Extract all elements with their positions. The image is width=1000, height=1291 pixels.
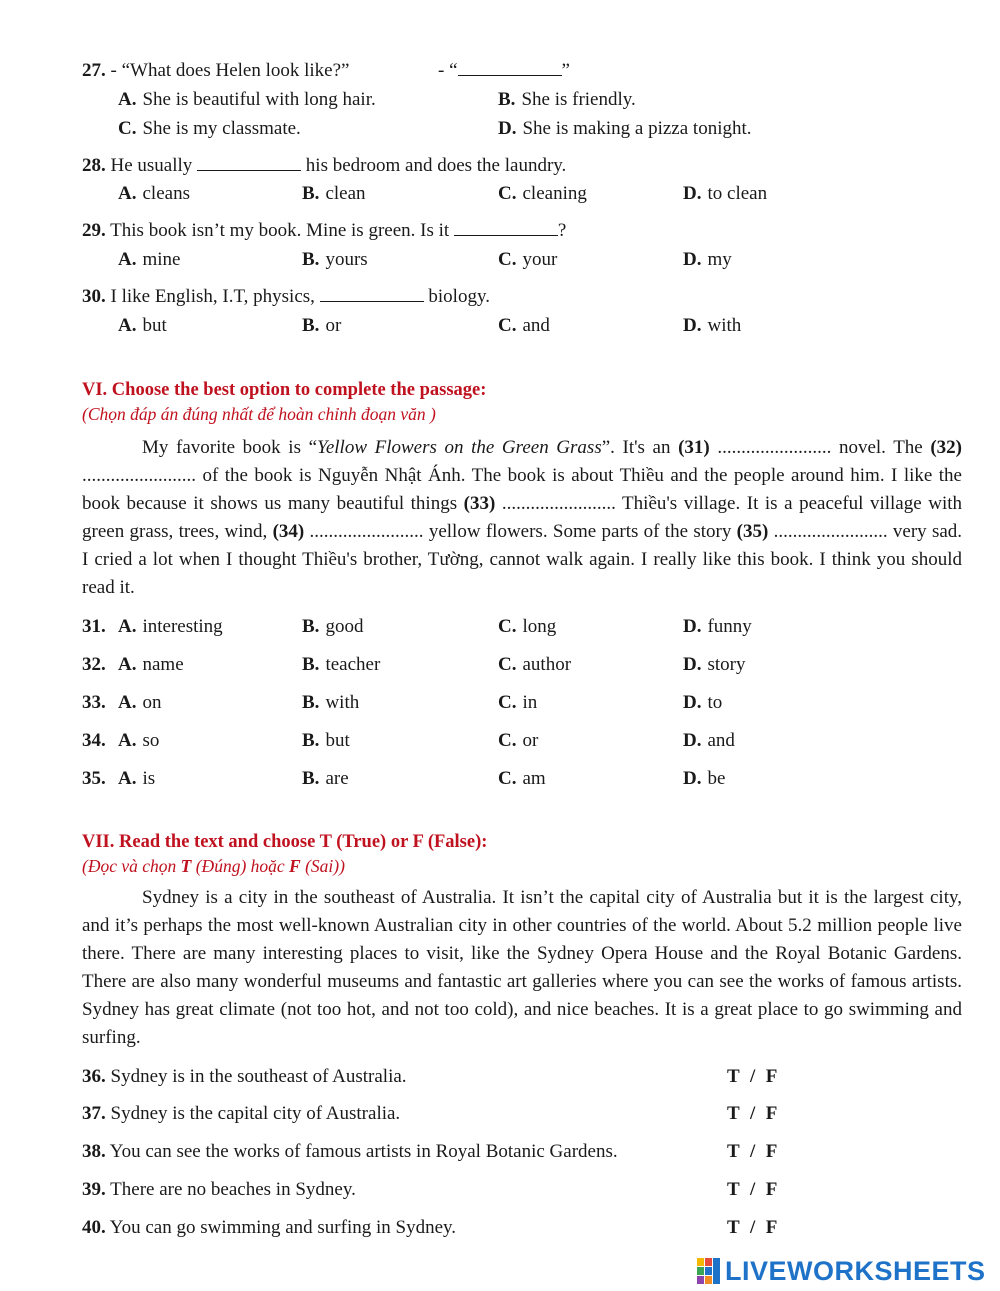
question-text-after: biology. bbox=[428, 286, 490, 307]
true-option[interactable]: T bbox=[727, 1141, 740, 1162]
blank-33[interactable]: ........................ bbox=[501, 493, 616, 514]
option-letter: A. bbox=[118, 315, 137, 336]
answer-blank[interactable] bbox=[458, 61, 562, 76]
option-letter: A. bbox=[118, 183, 137, 204]
tf-item-37 bbox=[82, 1103, 400, 1125]
option-letter: B. bbox=[302, 315, 320, 336]
passage-text: My favorite book is “ bbox=[142, 437, 318, 458]
option-letter: A. bbox=[118, 768, 137, 789]
option-text: funny bbox=[707, 616, 752, 637]
option-letter: B. bbox=[302, 183, 320, 204]
option-29-c[interactable] bbox=[498, 249, 557, 271]
blank-label-32: (32) bbox=[930, 437, 962, 458]
question-number: 30. bbox=[82, 286, 106, 307]
question-number: 39. bbox=[82, 1179, 106, 1200]
option-letter: B. bbox=[302, 692, 320, 713]
blank-35[interactable]: ........................ bbox=[773, 521, 888, 542]
false-option[interactable]: F bbox=[765, 1141, 778, 1162]
passage-text: yellow flowers. Some parts of the story bbox=[423, 521, 737, 542]
option-letter: A. bbox=[118, 692, 137, 713]
separator: / bbox=[750, 1066, 756, 1087]
separator: / bbox=[750, 1179, 756, 1200]
subtitle-text: (Đúng) hoặc bbox=[191, 856, 290, 876]
question-number: 31. bbox=[82, 616, 106, 637]
statement-text: There are no beaches in Sydney. bbox=[110, 1179, 356, 1200]
option-letter: A. bbox=[118, 654, 137, 675]
option-35-a[interactable] bbox=[118, 768, 155, 790]
tf-choice-40 bbox=[727, 1217, 777, 1239]
option-29-b[interactable] bbox=[302, 249, 368, 271]
question-number: 38. bbox=[82, 1141, 106, 1162]
option-letter: C. bbox=[498, 692, 517, 713]
option-text: long bbox=[522, 616, 557, 637]
true-option[interactable]: T bbox=[727, 1103, 740, 1124]
option-31-d[interactable] bbox=[683, 616, 752, 638]
blank-label-31: (31) bbox=[678, 437, 710, 458]
option-text: She is making a pizza tonight. bbox=[522, 118, 752, 139]
passage-text: Thiều's village. It is a peaceful village with green grass, trees, wind, bbox=[82, 493, 963, 542]
option-text: my bbox=[707, 249, 732, 270]
tf-choice-37 bbox=[727, 1103, 777, 1125]
option-text: in bbox=[522, 692, 538, 713]
option-33-a[interactable] bbox=[118, 692, 161, 714]
option-text: mine bbox=[142, 249, 181, 270]
question-number: 37. bbox=[82, 1103, 106, 1124]
question-number: 36. bbox=[82, 1066, 106, 1087]
option-text: story bbox=[707, 654, 746, 675]
option-letter: C. bbox=[498, 616, 517, 637]
liveworksheets-logo bbox=[697, 1255, 986, 1287]
passage-text: Sydney is a city in the southeast of Australia. It isn’t the capital city of Australia but it is the largest city, and it’s perhaps the most well-known Australian city in other countries of the world. About 5.2 million people live there. There are many interesting places to visit, like the Sydney Opera House and the Royal Botanic Gardens. There are also many wonderful museums and fantastic art galleries where you can see the works of famous artists. Sydney has great climate (not too hot, and not too cold), and nice beaches. It is a great place to go swimming and surfing. bbox=[82, 887, 962, 1048]
option-text: with bbox=[325, 692, 360, 713]
question-33 bbox=[82, 692, 106, 714]
option-letter: D. bbox=[683, 315, 702, 336]
subtitle-text: (Đọc và chọn bbox=[82, 856, 181, 876]
brand-name: LIVEWORKSHEETS bbox=[725, 1255, 986, 1286]
question-29 bbox=[82, 220, 566, 242]
option-34-d[interactable] bbox=[683, 730, 735, 752]
true-option[interactable]: T bbox=[727, 1217, 740, 1238]
option-32-d[interactable] bbox=[683, 654, 745, 676]
option-text: author bbox=[522, 654, 572, 675]
tf-item-40 bbox=[82, 1217, 456, 1239]
option-letter: D. bbox=[498, 118, 517, 139]
option-letter: B. bbox=[302, 616, 320, 637]
option-letter: D. bbox=[683, 249, 702, 270]
subtitle-false-letter: F bbox=[289, 856, 301, 876]
tf-item-39 bbox=[82, 1179, 356, 1201]
section-6-title: VI. Choose the best option to complete the passage: bbox=[82, 380, 487, 400]
question-text-before: I like English, I.T, physics, bbox=[110, 286, 315, 307]
option-text: interesting bbox=[142, 616, 223, 637]
option-28-c[interactable] bbox=[498, 183, 587, 205]
option-35-c[interactable] bbox=[498, 768, 546, 790]
option-28-d[interactable] bbox=[683, 183, 767, 205]
question-number: 40. bbox=[82, 1217, 106, 1238]
subtitle-text: (Sai)) bbox=[300, 856, 345, 876]
option-32-a[interactable] bbox=[118, 654, 184, 676]
blank-label-33: (33) bbox=[463, 493, 496, 514]
option-text: to clean bbox=[707, 183, 768, 204]
option-text: She is my classmate. bbox=[142, 118, 301, 139]
separator: / bbox=[750, 1141, 756, 1162]
separator: / bbox=[750, 1103, 756, 1124]
question-30 bbox=[82, 286, 490, 308]
question-number: 34. bbox=[82, 730, 106, 751]
answer-blank[interactable] bbox=[454, 221, 558, 236]
false-option[interactable]: F bbox=[765, 1217, 778, 1238]
option-letter: B. bbox=[302, 768, 320, 789]
option-text: your bbox=[522, 249, 558, 270]
option-text: to bbox=[707, 692, 723, 713]
option-28-b[interactable] bbox=[302, 183, 366, 205]
statement-text: You can see the works of famous artists in Royal Botanic Gardens. bbox=[109, 1141, 618, 1162]
answer-blank[interactable] bbox=[197, 156, 301, 171]
answer-open-quote: - “ bbox=[438, 60, 458, 81]
option-letter: D. bbox=[683, 768, 702, 789]
option-text: clean bbox=[325, 183, 366, 204]
separator: / bbox=[750, 1217, 756, 1238]
option-text: good bbox=[325, 616, 364, 637]
false-option[interactable]: F bbox=[765, 1103, 778, 1124]
question-text-before: This book isn’t my book. Mine is green. Is it bbox=[110, 220, 450, 241]
option-34-a[interactable] bbox=[118, 730, 159, 752]
blank-label-35: (35) bbox=[736, 521, 769, 542]
option-letter: B. bbox=[302, 730, 320, 751]
statement-text: Sydney is the capital city of Australia. bbox=[110, 1103, 401, 1124]
option-letter: A. bbox=[118, 249, 137, 270]
true-option[interactable]: T bbox=[727, 1179, 740, 1200]
passage-text: ”. It's an bbox=[601, 437, 679, 458]
option-letter: D. bbox=[683, 183, 702, 204]
false-option[interactable]: F bbox=[765, 1179, 778, 1200]
blank-label-34: (34) bbox=[272, 521, 305, 542]
option-text: name bbox=[142, 654, 184, 675]
option-29-d[interactable] bbox=[683, 249, 732, 271]
liveworksheets-logo-icon bbox=[697, 1258, 721, 1284]
answer-close-quote: ” bbox=[561, 60, 570, 81]
question-27-answer bbox=[438, 60, 570, 82]
option-text: is bbox=[142, 768, 156, 789]
option-28-a[interactable] bbox=[118, 183, 190, 205]
option-letter: B. bbox=[302, 654, 320, 675]
option-letter: A. bbox=[118, 616, 137, 637]
option-text: but bbox=[325, 730, 350, 751]
option-letter: A. bbox=[118, 730, 137, 751]
question-prompt: - “What does Helen look like?” bbox=[110, 60, 350, 81]
statement-text: You can go swimming and surfing in Sydney. bbox=[109, 1217, 457, 1238]
option-30-b[interactable] bbox=[302, 315, 341, 337]
option-text: or bbox=[325, 315, 342, 336]
option-letter: D. bbox=[683, 692, 702, 713]
option-32-c[interactable] bbox=[498, 654, 571, 676]
option-33-d[interactable] bbox=[683, 692, 722, 714]
passage-text: of the book is Nguyễn Nhật Ánh. The book is about Thiều and the people around him. I like the book because it shows us many beautiful things bbox=[82, 465, 962, 514]
option-text: yours bbox=[325, 249, 368, 270]
option-text: am bbox=[522, 768, 546, 789]
true-option[interactable]: T bbox=[727, 1066, 740, 1087]
option-33-b[interactable] bbox=[302, 692, 359, 714]
option-27-a[interactable] bbox=[118, 89, 376, 111]
option-31-c[interactable] bbox=[498, 616, 556, 638]
option-text: with bbox=[707, 315, 742, 336]
statement-text: Sydney is in the southeast of Australia. bbox=[110, 1066, 407, 1087]
option-33-c[interactable] bbox=[498, 692, 537, 714]
passage-text: very sad. I cried a lot when I thought Thiều's brother, Tường, cannot walk again. I really like this book. I think you should read it. bbox=[82, 521, 963, 598]
option-text: She is beautiful with long hair. bbox=[142, 89, 376, 110]
passage-text: novel. The bbox=[831, 437, 931, 458]
tf-choice-39 bbox=[727, 1179, 777, 1201]
blank-34[interactable]: ........................ bbox=[309, 521, 424, 542]
option-27-d[interactable] bbox=[498, 118, 752, 140]
option-30-c[interactable] bbox=[498, 315, 550, 337]
option-34-b[interactable] bbox=[302, 730, 350, 752]
option-text: but bbox=[142, 315, 167, 336]
book-title: Yellow Flowers on the Green Grass bbox=[317, 437, 602, 458]
question-number: 32. bbox=[82, 654, 106, 675]
option-letter: C. bbox=[498, 315, 517, 336]
option-text: on bbox=[142, 692, 162, 713]
question-number: 28. bbox=[82, 155, 106, 176]
blank-32[interactable]: ........................ bbox=[82, 465, 196, 486]
question-31 bbox=[82, 616, 106, 638]
option-letter: C. bbox=[498, 654, 517, 675]
question-text-after: ? bbox=[557, 220, 567, 241]
option-31-a[interactable] bbox=[118, 616, 223, 638]
option-35-b[interactable] bbox=[302, 768, 349, 790]
section-6-passage bbox=[82, 434, 962, 602]
question-number: 35. bbox=[82, 768, 106, 789]
option-text: so bbox=[142, 730, 160, 751]
question-text-before: He usually bbox=[110, 155, 193, 176]
option-31-b[interactable] bbox=[302, 616, 363, 638]
option-letter: D. bbox=[683, 654, 702, 675]
option-letter: C. bbox=[498, 249, 517, 270]
option-text: and bbox=[707, 730, 735, 751]
option-letter: D. bbox=[683, 730, 702, 751]
tf-item-38 bbox=[82, 1141, 618, 1163]
question-number: 27. bbox=[82, 60, 106, 81]
option-text: and bbox=[522, 315, 550, 336]
question-number: 33. bbox=[82, 692, 106, 713]
tf-item-36 bbox=[82, 1066, 407, 1088]
section-7-title: VII. Read the text and choose T (True) or F (False): bbox=[82, 832, 488, 852]
option-27-b[interactable] bbox=[498, 89, 636, 111]
question-27 bbox=[82, 60, 349, 82]
subtitle-true-letter: T bbox=[180, 856, 192, 876]
false-option[interactable]: F bbox=[765, 1066, 778, 1087]
option-letter: D. bbox=[683, 616, 702, 637]
option-letter: B. bbox=[302, 249, 320, 270]
option-letter: C. bbox=[498, 768, 517, 789]
section-7-subtitle bbox=[82, 856, 345, 877]
option-32-b[interactable] bbox=[302, 654, 380, 676]
option-text: cleans bbox=[142, 183, 190, 204]
option-letter: B. bbox=[498, 89, 516, 110]
option-letter: C. bbox=[498, 730, 517, 751]
option-text: be bbox=[707, 768, 726, 789]
question-text-after: his bedroom and does the laundry. bbox=[305, 155, 567, 176]
option-34-c[interactable] bbox=[498, 730, 538, 752]
option-29-a[interactable] bbox=[118, 249, 180, 271]
tf-choice-38 bbox=[727, 1141, 777, 1163]
option-35-d[interactable] bbox=[683, 768, 725, 790]
option-text: She is friendly. bbox=[521, 89, 636, 110]
option-27-c[interactable] bbox=[118, 118, 301, 140]
question-35 bbox=[82, 768, 106, 790]
option-text: cleaning bbox=[522, 183, 587, 204]
option-letter: C. bbox=[118, 118, 137, 139]
option-text: teacher bbox=[325, 654, 381, 675]
option-letter: C. bbox=[498, 183, 517, 204]
question-32 bbox=[82, 654, 106, 676]
section-7-passage bbox=[82, 884, 962, 1052]
tf-choice-36 bbox=[727, 1066, 777, 1088]
question-28 bbox=[82, 155, 566, 177]
option-text: or bbox=[522, 730, 539, 751]
question-number: 29. bbox=[82, 220, 106, 241]
blank-31[interactable]: ........................ bbox=[717, 437, 832, 458]
section-6-subtitle: (Chọn đáp án đúng nhất để hoàn chỉnh đoạn văn ) bbox=[82, 404, 436, 424]
option-30-d[interactable] bbox=[683, 315, 741, 337]
option-letter: A. bbox=[118, 89, 137, 110]
option-text: are bbox=[325, 768, 349, 789]
answer-blank[interactable] bbox=[320, 287, 424, 302]
question-34 bbox=[82, 730, 106, 752]
option-30-a[interactable] bbox=[118, 315, 167, 337]
